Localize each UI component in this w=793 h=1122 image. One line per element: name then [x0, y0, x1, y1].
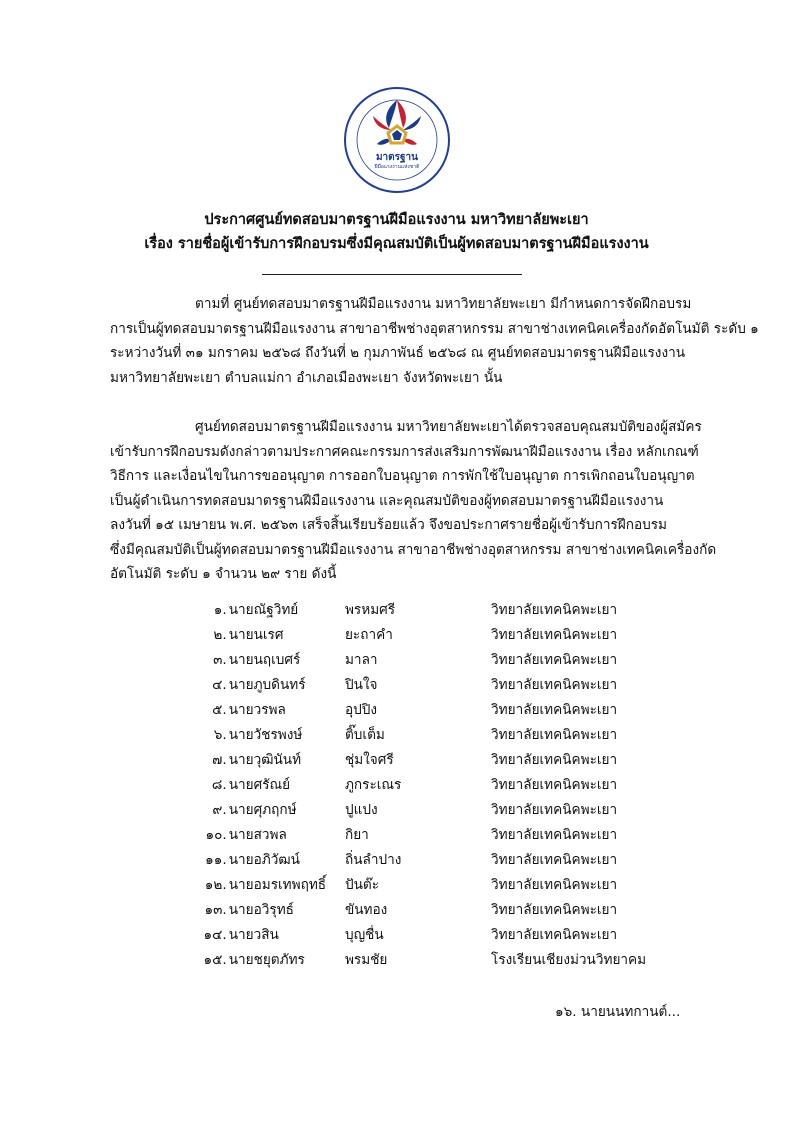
first-name: นายสวพล [228, 827, 287, 843]
paragraph-2 [110, 415, 717, 587]
last-name: ปันต๊ะ [344, 877, 380, 893]
item-number: ๔. [212, 677, 227, 693]
paragraph-2-line: ซึ่งมีคุณสมบัติเป็นผู้ทดสอบมาตรฐานฝีมือแรงงาน สาขาอาชีพช่างอุตสาหกรรม สาขาช่างเทคนิคเครื่องกัด [110, 541, 717, 558]
paragraph-2-line: วิธีการ และเงื่อนไขในการขออนุญาต การออกใบอนุญาต การพักใช้ใบอนุญาต การเพิกถอนใบอนุญาต [110, 468, 695, 484]
last-name: ปินใจ [344, 677, 378, 693]
first-name: นายอวิรุทธ์ [228, 902, 294, 918]
paragraph-2-line: อัตโนมัติ ระดับ ๑ จำนวน ๒๙ ราย ดังนี้ [110, 566, 337, 582]
last-name: ภูกระเณร [344, 777, 402, 793]
item-number: ๒. [213, 627, 227, 643]
institution: วิทยาลัยเทคนิคพะเยา [491, 777, 618, 793]
item-number: ๑๓. [204, 902, 227, 918]
first-name: นายศุภฤกษ์ [228, 802, 297, 818]
item-number: ๕. [212, 702, 227, 718]
institution: วิทยาลัยเทคนิคพะเยา [491, 652, 618, 668]
logo-wordmark: มาตรฐาน [375, 152, 419, 163]
last-name: มาลา [344, 652, 378, 668]
first-name: นายภูบดินทร์ [228, 677, 306, 693]
logo-subtext: ฝีมือแรงงานแห่งชาติ [374, 164, 420, 170]
institution: วิทยาลัยเทคนิคพะเยา [491, 877, 618, 893]
list-item [180, 823, 660, 848]
list-item [180, 698, 660, 723]
list-item [180, 873, 660, 898]
list-item [180, 723, 660, 748]
institution: วิทยาลัยเทคนิคพะเยา [491, 602, 618, 618]
paragraph-1-line: มหาวิทยาลัยพะเยา ตำบลแม่กา อำเภอเมืองพะเยา จังหวัดพะเยา นั้น [110, 369, 503, 386]
title-divider [262, 274, 522, 275]
list-item [180, 923, 660, 948]
first-name: นายวัชรพงษ์ [228, 727, 303, 743]
institution: วิทยาลัยเทคนิคพะเยา [491, 827, 618, 843]
trainee-list [180, 598, 660, 973]
announcement-subject: เรื่อง รายชื่อผู้เข้ารับการฝึกอบรมซึ่งมีคุณสมบัติเป็นผู้ทดสอบมาตรฐานฝีมือแรงงาน [144, 236, 649, 252]
last-name: ถิ่นลำปาง [344, 852, 402, 868]
paragraph-2-line: เป็นผู้ดำเนินการทดสอบมาตรฐานฝีมือแรงงาน และคุณสมบัติของผู้ทดสอบมาตรฐานฝีมือแรงงาน [110, 492, 664, 509]
first-name: นายวุฒินันท์ [228, 752, 302, 768]
first-name: นายศรัณย์ [228, 777, 291, 793]
item-number: ๗. [212, 752, 227, 768]
first-name: นายณัฐวิทย์ [228, 602, 299, 618]
item-number: ๙. [212, 802, 227, 818]
last-name: บุญชื่น [344, 927, 384, 943]
last-name: อุปปิง [344, 702, 378, 718]
announcement-title: ประกาศศูนย์ทดสอบมาตรฐานฝีมือแรงงาน มหาวิทยาลัยพะเยา [204, 212, 589, 228]
list-item [180, 598, 660, 623]
first-name: นายอภิวัฒน์ [228, 852, 300, 868]
institution: วิทยาลัยเทคนิคพะเยา [491, 802, 618, 818]
item-number: ๑๕. [203, 952, 227, 968]
list-item [180, 648, 660, 673]
last-name: ขันทอง [344, 902, 388, 918]
list-item [180, 623, 660, 648]
list-item [180, 773, 660, 798]
last-name: พรหมศรี [344, 602, 396, 618]
last-name: ปูแปง [344, 802, 378, 818]
list-item [180, 798, 660, 823]
agency-logo [343, 86, 451, 194]
list-item [180, 848, 660, 873]
list-item [180, 898, 660, 923]
paragraph-2-line: ศูนย์ทดสอบมาตรฐานฝีมือแรงงาน มหาวิทยาลัยพะเยาได้ตรวจสอบคุณสมบัติของผู้สมัคร [195, 419, 702, 435]
last-name: กิยา [344, 827, 369, 843]
list-item [180, 748, 660, 773]
item-number: ๓. [213, 652, 227, 668]
first-name: นายชยุตภัทร [228, 952, 305, 968]
first-name: นายวสิน [228, 927, 279, 943]
last-name: ติ๊บเต็ม [344, 727, 385, 743]
item-number: ๑๐. [205, 827, 227, 843]
item-number: ๑๔. [203, 927, 227, 943]
paragraph-2-line: เข้ารับการฝึกอบรมดังกล่าวตามประกาศคณะกรรมการส่งเสริมการพัฒนาฝีมือแรงงาน เรื่อง หลักเกณฑ์ [110, 443, 699, 460]
first-name: นายนเรศ [228, 627, 284, 643]
last-name: พรมชัย [344, 952, 388, 968]
institution: วิทยาลัยเทคนิคพะเยา [491, 702, 618, 718]
paragraph-1 [110, 292, 759, 390]
item-number: ๖. [213, 727, 227, 743]
institution: วิทยาลัยเทคนิคพะเยา [491, 627, 618, 643]
paragraph-2-line: ลงวันที่ ๑๕ เมษายน พ.ศ. ๒๕๖๓ เสร็จสิ้นเรียบร้อยแล้ว จึงขอประกาศรายชื่อผู้เข้ารับการฝึกอบรม [110, 517, 668, 533]
item-number: ๑๒. [204, 877, 227, 893]
paragraph-1-line: ตามที่ ศูนย์ทดสอบมาตรฐานฝีมือแรงงาน มหาวิทยาลัยพะเยา มีกำหนดการจัดฝึกอบรม [195, 296, 692, 312]
institution: วิทยาลัยเทคนิคพะเยา [491, 727, 618, 743]
item-number: ๑๑. [205, 852, 227, 868]
paragraph-1-line: ระหว่างวันที่ ๓๑ มกราคม ๒๕๖๘ ถึงวันที่ ๒ กุมภาพันธ์ ๒๕๖๘ ณ ศูนย์ทดสอบมาตรฐานฝีมือแรงงาน [110, 345, 686, 361]
first-name: นายวรพล [228, 702, 286, 718]
item-number: ๘. [211, 777, 227, 793]
last-name: ชุ่มใจศรี [344, 752, 394, 768]
institution: วิทยาลัยเทคนิคพะเยา [491, 677, 618, 693]
item-number: ๑. [213, 602, 227, 618]
institution: วิทยาลัยเทคนิคพะเยา [491, 902, 618, 918]
paragraph-1-line: การเป็นผู้ทดสอบมาตรฐานฝีมือแรงงาน สาขาอาชีพช่างอุตสาหกรรม สาขาช่างเทคนิคเครื่องกัดอัตโนมัติ ระดับ ๑ [110, 320, 759, 337]
institution: วิทยาลัยเทคนิคพะเยา [491, 927, 618, 943]
institution: วิทยาลัยเทคนิคพะเยา [491, 752, 618, 768]
first-name: นายนฤเบศร์ [228, 652, 301, 668]
institution: วิทยาลัยเทคนิคพะเยา [491, 852, 618, 868]
list-item [180, 948, 660, 973]
page-continuation: ๑๖. นายนนทกานต์... [555, 1004, 681, 1020]
last-name: ยะถาคำ [344, 627, 393, 643]
institution: โรงเรียนเชียงม่วนวิทยาคม [491, 952, 647, 968]
first-name: นายอมรเทพฤทธิ์ [228, 877, 327, 893]
list-item [180, 673, 660, 698]
